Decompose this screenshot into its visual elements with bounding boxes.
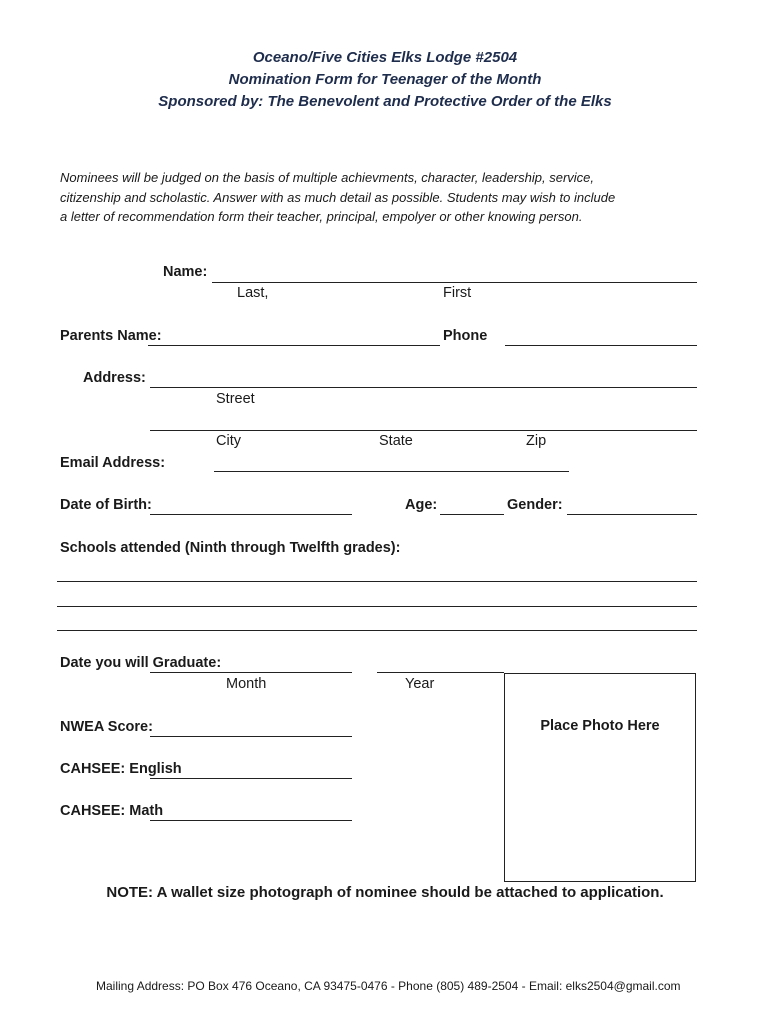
phone-label: Phone [443,328,488,344]
name-last-caption: Last, [237,285,269,301]
schools-label: Schools attended (Ninth through Twelfth grades): [60,540,401,556]
age-field[interactable] [440,514,504,515]
gender-field[interactable] [567,514,697,515]
form-title-sponsor: Sponsored by: The Benevolent and Protective Order of the Elks [158,93,612,110]
email-field[interactable] [214,471,569,472]
zip-caption: Zip [526,433,547,449]
cahsee-math-label: CAHSEE: Math [60,803,164,819]
parents-name-field[interactable] [148,345,440,346]
graduate-label: Date you will Graduate: [60,655,222,671]
city-caption: City [216,433,241,449]
photo-note: NOTE: A wallet size photograph of nominee should be attached to application. [106,884,664,901]
dob-label: Date of Birth: [60,497,152,513]
cahsee-math-field[interactable] [150,820,352,821]
cahsee-english-label: CAHSEE: English [60,761,182,777]
email-label: Email Address: [60,455,166,471]
schools-field-line-1[interactable] [57,581,697,582]
name-field[interactable] [212,282,697,283]
nwea-field[interactable] [150,736,352,737]
graduate-month-field[interactable] [150,672,352,673]
street-field[interactable] [150,387,697,388]
schools-field-line-3[interactable] [57,630,697,631]
phone-field[interactable] [505,345,697,346]
month-caption: Month [226,676,267,692]
intro-line-3: a letter of recommendation form their teacher, principal, empolyer or other knowing person. [60,209,583,224]
cahsee-english-field[interactable] [150,778,352,779]
state-caption: State [379,433,413,449]
name-label: Name: [163,264,208,280]
form-title-lodge: Oceano/Five Cities Elks Lodge #2504 [252,49,518,66]
age-label: Age: [405,497,438,513]
street-caption: Street [216,391,255,407]
year-caption: Year [405,676,435,692]
photo-box[interactable] [504,673,696,882]
gender-label: Gender: [507,497,563,513]
form-title-nomination: Nomination Form for Teenager of the Month [228,71,542,88]
graduate-year-field[interactable] [377,672,504,673]
intro-line-2: citizenship and scholastic. Answer with as much detail as possible. Students may wish to include [60,190,616,205]
dob-field[interactable] [150,514,352,515]
schools-field-line-2[interactable] [57,606,697,607]
city-state-zip-field[interactable] [150,430,697,431]
address-label: Address: [83,370,146,386]
nwea-label: NWEA Score: [60,719,153,735]
mailing-address-footer: Mailing Address: PO Box 476 Oceano, CA 93475-0476 - Phone (805) 489-2504 - Email: elks2504@gmail.com [96,979,681,993]
parents-name-label: Parents Name: [60,328,162,344]
name-first-caption: First [443,285,472,301]
intro-line-1: Nominees will be judged on the basis of multiple achievments, character, leadership, service, [60,170,594,185]
photo-label: Place Photo Here [540,718,660,734]
